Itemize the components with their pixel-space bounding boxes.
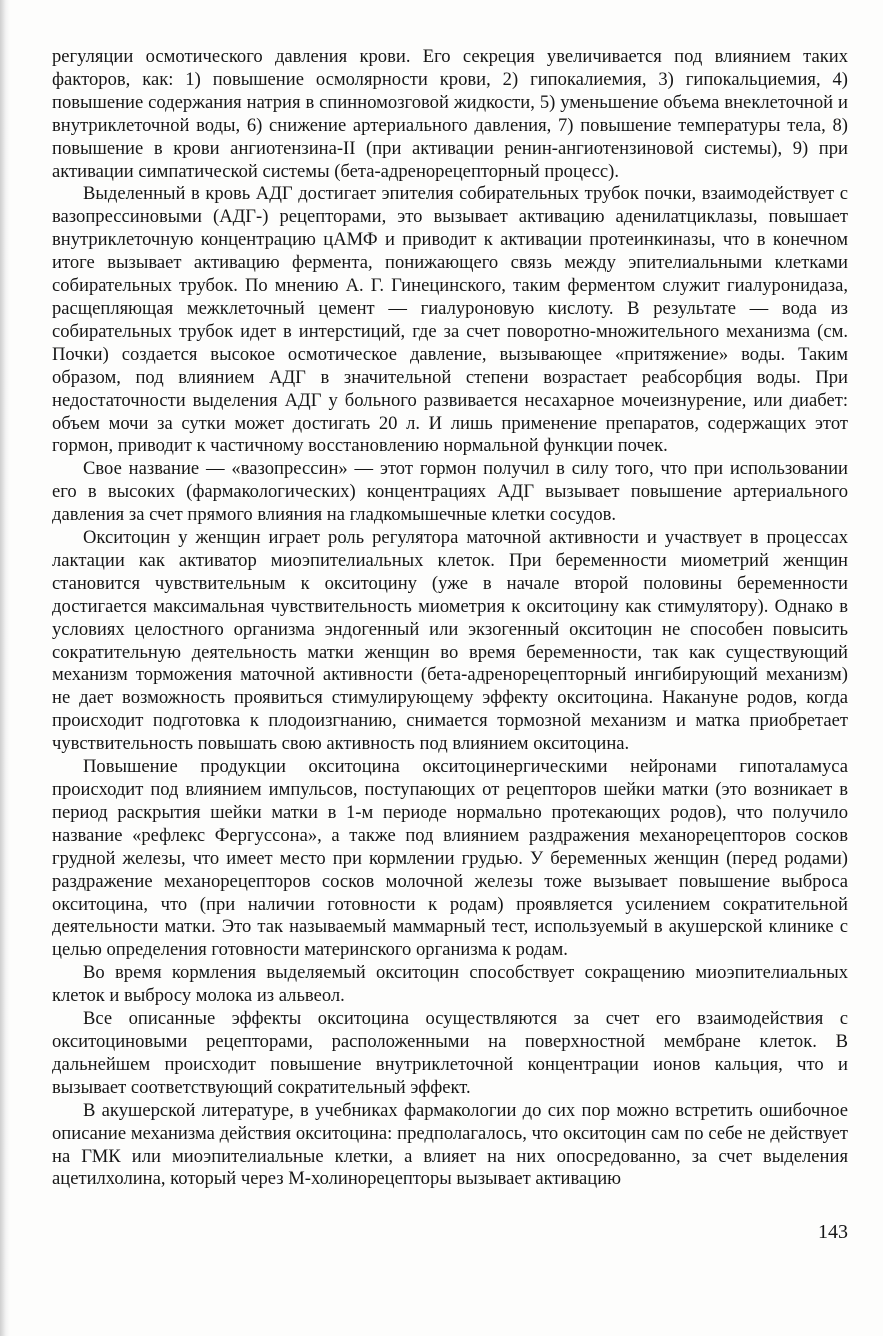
paragraph: В акушерской литературе, в учебниках фармакологии до сих пор можно встретить ошибочное описание механизма действия окситоцина: предполагалось, что окситоцин сам по себе не действует на ГМК или миоэпителиальные клетки, а влияет на них опосредованно, за счет выделения ацетилхолина, который через М-холинорецепторы вызывает активацию <box>52 1099 848 1190</box>
paragraph: Выделенный в кровь АДГ достигает эпителия собирательных трубок почки, взаимодействует с вазопрессиновыми (АДГ-) рецепторами, это вызывает активацию аденилатциклазы, повышает внутриклеточную концентрацию цАМФ и приводит к активации протеинкиназы, что в конечном итоге вызывает активацию фермента, понижающего связь между эпителиальными клетками собирательных трубок. По мнению А. Г. Гинецинского, таким ферментом служит гиалуронидаза, расщепляющая межклеточный цемент — гиалуроновую кислоту. В результате — вода из собирательных трубок идет в интерстиций, где за счет поворотно-множительного механизма (см. Почки) создается высокое осмотическое давление, вызывающее «притяжение» воды. Таким образом, под влиянием АДГ в значительной степени возрастает реабсорбция воды. При недостаточности выделения АДГ у больного развивается несахарное мочеизнурение, или диабет: объем мочи за сутки может достигать 20 л. И лишь применение препаратов, содержащих этот гормон, приводит к частичному восстановлению нормальной функции почек. <box>52 183 848 457</box>
page-number: 143 <box>818 1221 848 1243</box>
paragraph: регуляции осмотического давления крови. Его секреция увеличивается под влиянием таких факторов, как: 1) повышение осмолярности крови, 2) гипокалиемия, 3) гипокальциемия, 4) повышение содержания натрия в спинномозговой жидкости, 5) уменьшение объема внеклеточной и внутриклеточной воды, 6) снижение артериального давления, 7) повышение температуры тела, 8) повышение в крови ангиотензина-II (при активации ренин-ангиотензиновой системы), 9) при активации симпатической системы (бета-адренорецепторный процесс). <box>52 46 848 182</box>
paragraph: Все описанные эффекты окситоцина осуществляются за счет его взаимодействия с окситоциновыми рецепторами, расположенными на поверхностной мембране клеток. В дальнейшем происходит повышение внутриклеточной концентрации ионов кальция, что и вызывает соответствующий сократительный эффект. <box>52 1008 848 1098</box>
paragraph: Свое название — «вазопрессин» — этот гормон получил в силу того, что при использовании его в высоких (фармакологических) концентрациях АДГ вызывает повышение артериального давления за счет прямого влияния на гладкомышечные клетки сосудов. <box>52 458 848 526</box>
paragraph: Во время кормления выделяемый окситоцин способствует сокращению миоэпителиальных клеток и выбросу молока из альвеол. <box>52 962 848 1007</box>
paragraph: Повышение продукции окситоцина окситоцинергическими нейронами гипоталамуса происходит под влиянием импульсов, поступающих от рецепторов шейки матки (это возникает в период раскрытия шейки матки в 1-м периоде нормально протекающих родов), что получило название «рефлекс Фергуссона», а также под влиянием раздражения механорецепторов сосков грудной железы, что имеет место при кормлении грудью. У беременных женщин (перед родами) раздражение механорецепторов сосков молочной железы тоже вызывает повышение выброса окситоцина, что (при наличии готовности к родам) проявляется усилением сократительной деятельности матки. Это так называемый маммарный тест, используемый в акушерской клинике с целью определения готовности материнского организма к родам. <box>52 756 848 961</box>
paragraph: Окситоцин у женщин играет роль регулятора маточной активности и участвует в процессах лактации как активатор миоэпителиальных клеток. При беременности миометрий женщин становится чувствительным к окситоцину (уже в начале второй половины беременности достигается максимальная чувствительность миометрия к окситоцину как стимулятору). Однако в условиях целостного организма эндогенный или экзогенный окситоцин не способен повысить сократительную деятельность матки женщин во время беременности, так как существующий механизм торможения маточной активности (бета-адренорецепторный ингибирующий механизм) не дает возможность проявиться стимулирующему эффекту окситоцина. Накануне родов, когда происходит подготовка к плодоизгнанию, снимается тормозной механизм и матка приобретает чувствительность повышать свою активность под влиянием окситоцина. <box>52 527 848 755</box>
page-body-text <box>52 46 848 1191</box>
scan-edge-shadow <box>0 0 10 1336</box>
